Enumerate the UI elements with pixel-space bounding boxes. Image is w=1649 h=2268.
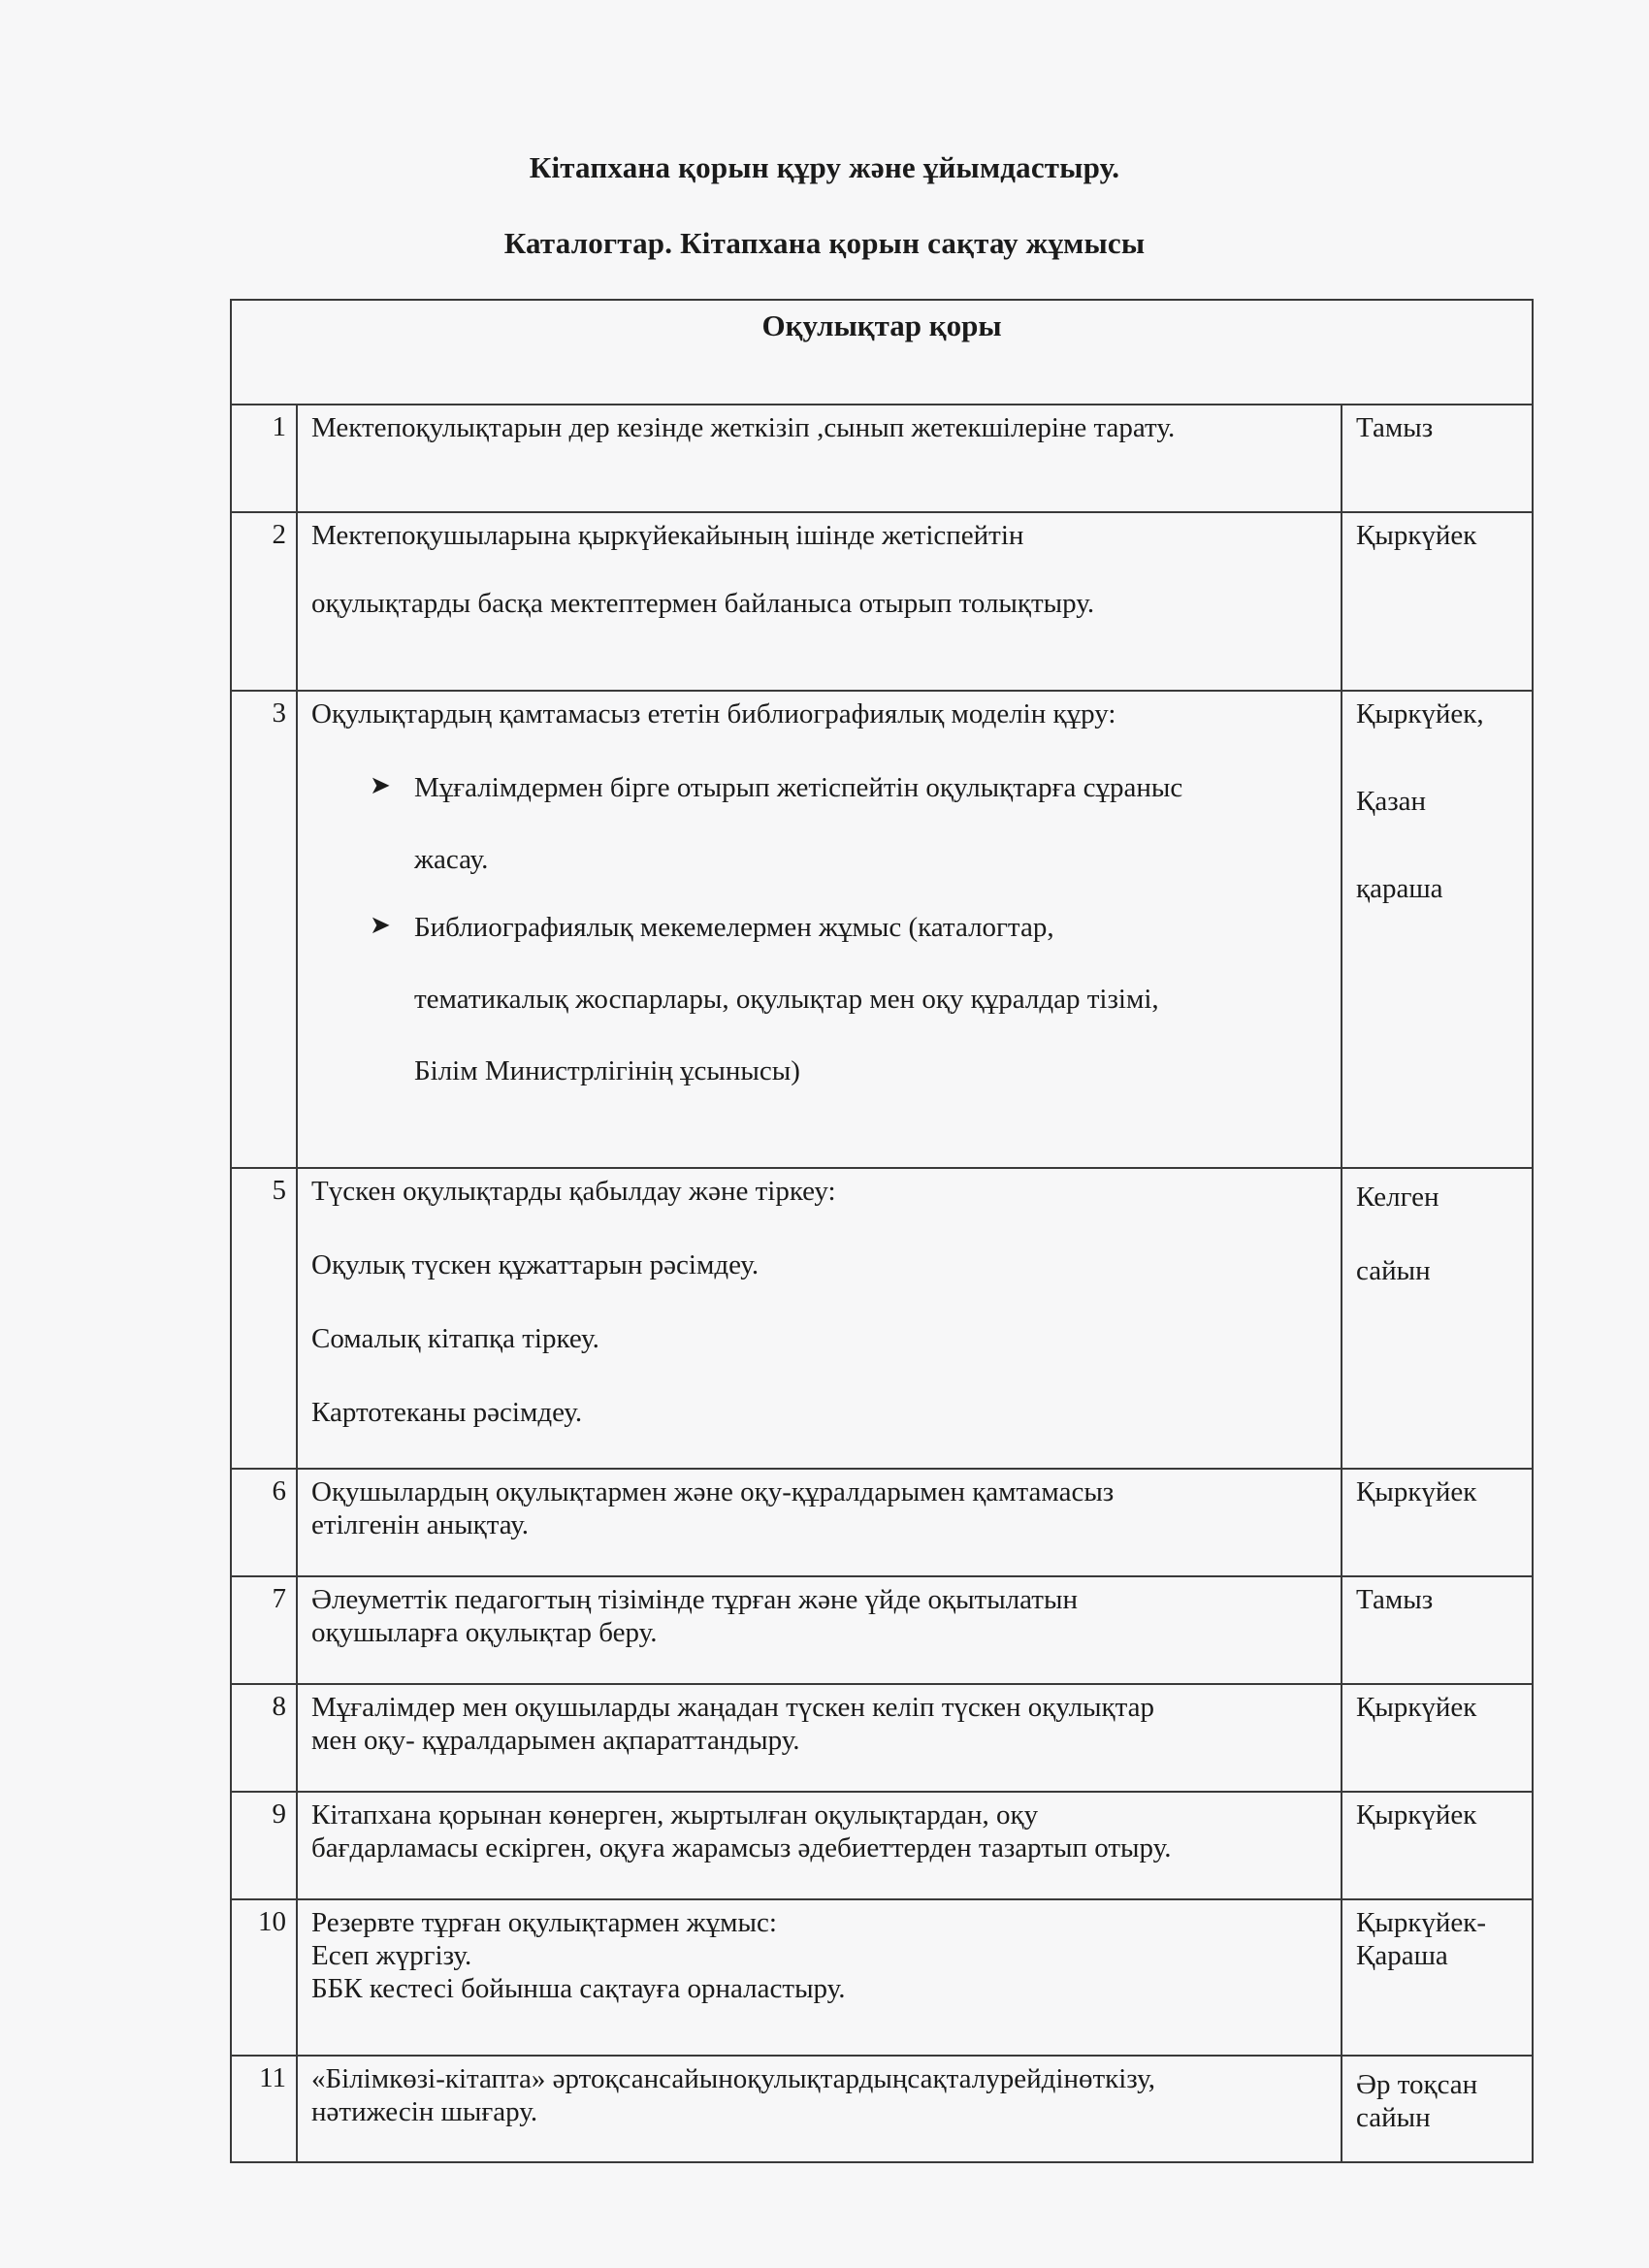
- table-row: [231, 1576, 1533, 1684]
- row-number: 8: [231, 1684, 297, 1792]
- document-title: Кітапхана қорын құру және ұйымдастыру.: [529, 150, 1120, 184]
- row-number: 11: [231, 2056, 297, 2162]
- row-date: Әр тоқсан сайын: [1342, 2056, 1533, 2162]
- table-row: [231, 1469, 1533, 1576]
- table-row: [231, 2056, 1533, 2162]
- row-task: Мұғалімдер мен оқушыларды жаңадан түскен келіп түскен оқулықтар мен оқу- құралдарымен ақпараттандыру.: [297, 1684, 1342, 1792]
- row-task: Әлеуметтік педагогтың тізімінде тұрған және үйде оқытылатын оқушыларға оқулықтар беру.: [297, 1576, 1342, 1684]
- arrow-bullet-icon: ➤: [370, 911, 391, 939]
- row-date: Қыркүйек: [1342, 1469, 1533, 1576]
- table-row: [231, 1684, 1533, 1792]
- row-task: Резервте тұрған оқулықтармен жұмыс: Есеп жүргізу. ББК кестесі бойынша сақтауға орналастыру.: [297, 1899, 1342, 2056]
- table-row: [231, 512, 1533, 691]
- bullet-list: [311, 771, 1331, 1087]
- row-date: Қыркүйек: [1342, 512, 1533, 691]
- row-date: Тамыз: [1342, 1576, 1533, 1684]
- list-item: ➤ Мұғалімдермен бірге отырып жетіспейтін оқулықтарға сұраныс жасау.: [370, 771, 1183, 875]
- row-task: Мектепоқулықтарын дер кезінде жеткізіп ,сынып жетекшілеріне тарату.: [297, 405, 1342, 512]
- row-date: Қыркүйек, Қазан қараша: [1342, 691, 1533, 1168]
- row-date: Қыркүйек: [1342, 1684, 1533, 1792]
- row-date: Қыркүйек: [1342, 1792, 1533, 1899]
- row-number: 2: [231, 512, 297, 691]
- row-number: 6: [231, 1469, 297, 1576]
- row-task: Оқулықтардың қамтамасыз ететін библиографиялық моделін құру: ➤ Мұғалімдермен бірге отырып жетіспейтін оқулықтарға сұраныс жасау. ➤ Библиографиялық мекемелермен жұмыс (каталогтар, тематикалық жоспарлары, оқулықтар мен оқу құралдар тізімі, Білім Министрлігінің ұсынысы): [297, 691, 1342, 1168]
- row-task: Кітапхана қорынан көнерген, жыртылған оқулықтардан, оқу бағдарламасы ескірген, оқуға жарамсыз әдебиеттерден тазартып отыру.: [297, 1792, 1342, 1899]
- table-row: [231, 691, 1533, 1168]
- table-row: [231, 405, 1533, 512]
- table-row: [231, 1168, 1533, 1469]
- document-subtitle: Каталогтар. Кітапхана қорын сақтау жұмысы: [503, 226, 1146, 260]
- table-row: [231, 1899, 1533, 2056]
- row-task: «Білімкөзі-кітапта» әртоқсансайыноқулықтардыңсақталурейдінөткізу, нәтижесін шығару.: [297, 2056, 1342, 2162]
- row-date: Қыркүйек- Қараша: [1342, 1899, 1533, 2056]
- table-header: Оқулықтар қоры: [231, 300, 1533, 405]
- row-task: Мектепоқушыларына қыркүйекайының ішінде жетіспейтін оқулықтарды басқа мектептермен байланыса отырып толықтыру.: [297, 512, 1342, 691]
- row-date: Келген сайын: [1342, 1168, 1533, 1469]
- row-number: 10: [231, 1899, 297, 2056]
- list-item: ➤ Библиографиялық мекемелермен жұмыс (каталогтар, тематикалық жоспарлары, оқулықтар мен оқу құралдар тізімі, Білім Министрлігінің ұсынысы): [370, 911, 1159, 1086]
- row-date: Тамыз: [1342, 405, 1533, 512]
- table-row: [231, 1792, 1533, 1899]
- row-number: 9: [231, 1792, 297, 1899]
- row-number: 3: [231, 691, 297, 1168]
- row-task: Оқушылардың оқулықтармен және оқу-құралдарымен қамтамасыз етілгенін анықтау.: [297, 1469, 1342, 1576]
- row-number: 1: [231, 405, 297, 512]
- row-number: 7: [231, 1576, 297, 1684]
- arrow-bullet-icon: ➤: [370, 771, 391, 799]
- work-plan-table: [230, 299, 1534, 2163]
- row-number: 5: [231, 1168, 297, 1469]
- row-task: Түскен оқулықтарды қабылдау және тіркеу: Оқулық түскен құжаттарын рәсімдеу. Сомалық кітапқа тіркеу. Картотеканы рәсімдеу.: [297, 1168, 1342, 1469]
